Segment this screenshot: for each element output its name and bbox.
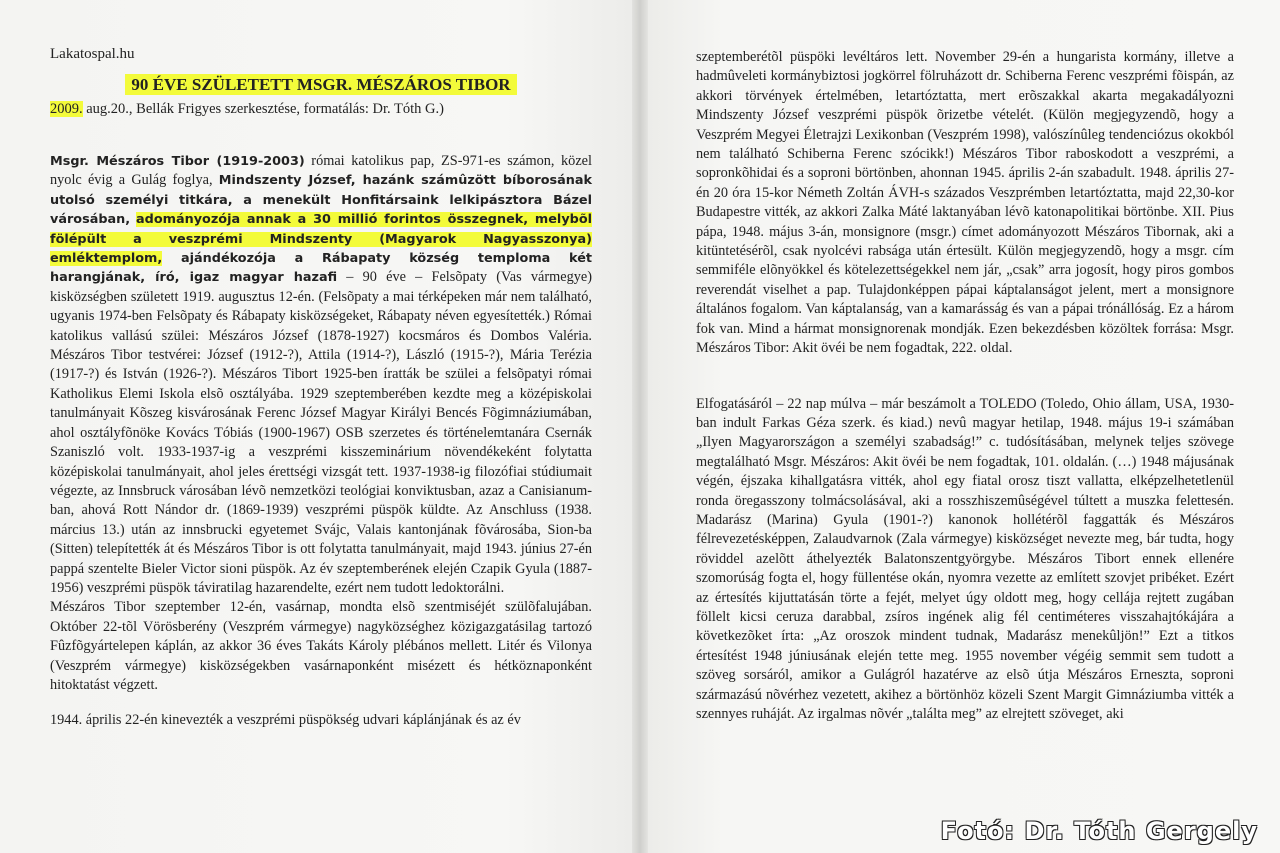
article-title-text: 90 ÉVE SZÜLETETT MSGR. MÉSZÁROS TIBOR [125, 74, 516, 95]
left-paragraph-2: Mészáros Tibor szeptember 12-én, vasárnap, mondta elsõ szentmiséjét szülõfalujában. Október 22-tõl Vörösberény (Veszprém vármegye) nagyközséghez közigazgatásilag tartozó Fûzfõgyártelepen káplán, az akkor 36 éves Takáts Károly plébános mellett. Litér és Vilonya (Veszprém vármegye) kisközségekben vasárnaponként misézett és hétköznaponként hitoktatást végzett. [50, 599, 592, 693]
site-name: Lakatospal.hu [50, 46, 135, 62]
left-paragraph-1 [50, 152, 592, 598]
article-subtitle [50, 101, 592, 118]
right-paragraph-2: Elfogatásáról – 22 nap múlva – már beszámolt a TOLEDO (Toledo, Ohio állam, USA, 1930-ban indult Farkas Géza szerk. és kiad.) nevû magyar hetilap, 1948. május 19-i számában „Ilyen Magyarországon a személyi szabadság!” c. tudósításában, melynek teljes szövege megtalálható Msgr. Mészáros: Akit övéi be nem fogadtak, 101. oldalán. (…) 1948 májusának végén, éjszaka kihallgatásra vitték, ahol egy fiatal orosz tiszt vallatta, elképzelhetetlenül ronda öregasszony tolmácsolásával, aki a rosszhiszemûségével túltett a muszka felettesén. Madarász (Marina) Gyula (1901-?) kanonok hollétérõl faggatták és Mészáros félrevezetésképpen, Zalaudvarnok (Zala vármegye) kisközséget nevezte meg, bár tudta, hogy röviddel azelõtt áthelyezték Balatonszentgyörgybe. Mészáros Tibort ennek ellenére szomorúság fogta el, hogy füllentése okán, nyomra vezette az említett szovjet pribéket. Ezért az értesítés kijuttatásán törte a fejét, melyet úgy oldott meg, hogy cellája rejtett zugában föllelt kicsi ceruza darabbal, zsíros ingének alig fél centiméteres visszahajtókájára a következõket írta: „Az oroszok mindent tudnak, Madarász menekûljön!” Ezt a titkos értesítést 1948 júniusának elején tette meg. 1955 november végéig semmit sem tudott a szöveg sorsáról, amikor a Gulágról hazatérve az elsõ útja Mészáros Erneszta, soproni származású nõvérhez vezetett, akihez a börtönhöz közeli Szent Margit Gimnáziumba vitték a szennyes ruháját. Az irgalmas nõvér „találta meg” az elrejtett szöveget, aki [696, 395, 1234, 722]
p1-bold-highlight: adományozója annak a 30 millió forintos összegnek, melybõl fölépült a veszprémi Mindszenty (Magyarok Nagyasszonya) emléktemplom, [50, 212, 592, 267]
p1-bold-1: Msgr. Mészáros Tibor (1919-2003) [50, 154, 305, 169]
article-title [50, 75, 592, 95]
photo-credit: Fotó: Dr. Tóth Gergely [940, 817, 1258, 845]
p1-bold-2: Mindszenty József, hazánk számûzött bíborosának utolsó személyi titkára, a menekült Honfitársaink lelkipásztora Bázel városában, [50, 173, 592, 228]
paragraph-gap [50, 695, 592, 711]
right-page [648, 0, 1280, 853]
p1-bold-3: ajándékozója a Rábapaty község temploma két harangjának, író, igaz magyar hazafi [50, 251, 592, 286]
paragraph-gap [696, 359, 1234, 395]
p1-text-2: – 90 éve – Felsõpaty (Vas vármegye) kisközségben született 1919. augusztus 12-én. (Felsõpaty a mai térképeken már nem található, ugyanis 1974-ben Felsõpaty és Rábapaty kisközségeket, Rábapaty néven egyesítették.) Római katolikus vallású szülei: Mészáros József (1878-1927) kocsmáros és Dombos Valéria. Mészáros Tibor testvérei: József (1912-?), Attila (1914-?), László (1915-?), Mária Terézia (1917-?) és István (1926-?). Mészáros Tibort 1925-ben íratták be szülei a felsõpatyi római Katholikus Elemi Iskola elsõ osztályába. 1929 szeptemberében kezdte meg a középiskolai tanulmányait Kõszeg kisvárosának Ferenc József Magyar Királyi Bencés Fõgimnáziumában, ahol osztályfõnöke Kovács Tóbiás (1900-1967) OSB szerzetes és történelemtanára Csernák Szaniszló volt. 1933-1937-ig a veszprémi kisszeminárium növendékeként folytatta középiskolai tanulmányait, ahol jeles érettségi vizsgát tett. 1937-1938-ig filozófiai stúdiumait végezte, az Innsbruck városában lévõ nemzetközi teológiai konviktusban, azaz a Canisianum-ban, ahová Rott Nándor dr. (1869-1939) veszprémi püspök küldte. Az Anschluss (1938. március 13.) után az innsbrucki egyetemet Svájc, Valais kantonjának fõvárosába, Sion-ba (Sitten) telepítették át és Mészáros Tibor is ott folytatta tanulmányait, majd 1943. június 27-én pappá szentelte Bieler Victor sioni püspök. Az év szeptemberének elején Czapik Gyula (1887-1956) veszprémi püspök táviratilag hazarendelte, ezért nem tudott ledoktorálni. [50, 269, 592, 596]
p1-text-1: római katolikus pap, ZS-971-es számon, közel nyolc évig a Gulág foglya, [50, 153, 592, 189]
subtitle-year: 2009. [50, 101, 83, 117]
book-gutter [632, 0, 648, 853]
left-page [0, 0, 632, 853]
left-paragraph-3: 1944. április 22-én kinevezték a veszprémi püspökség udvari káplánjának és az év [50, 712, 521, 729]
subtitle-rest: aug.20., Bellák Frigyes szerkesztése, formatálás: Dr. Tóth G.) [82, 101, 444, 117]
right-paragraph-1: szeptemberétõl püspöki levéltáros lett. November 29-én a hungarista kormány, illetve a hadmûveleti kormánybiztosi jogkörrel fölruházott dr. Schiberna Ferenc veszprémi fõispán, az akkori törvények értelmében, letartóztatta, mert erõszakkal akarta megakadályozni Mindszenty József veszprémi püspök õrizetbe vételét. (Külön megjegyzendõ, hogy a Veszprém Megyei Életrajzi Lexikonban (Veszprém 1998), valószínûleg tendenciózus okokból nem található Schiberna Ferenc szócikk!) Mészáros Tibor raboskodott a veszprémi, a sopronkõhidai és a soproni börtönben, ahonnan 1945. április 2-án szabadult. 1948. április 27-én 20 óra 15-kor Németh Zoltán ÁVH-s százados Veszprémben letartóztatta, majd 22,30-kor Budapestre vitték, az akkori Zalka Máté laktanyában lévõ katonapolitikai börtönbe. XII. Pius pápa, 1948. május 3-án, monsignore (msgr.) címet adományozott Mészáros Tibornak, aki a kitüntetésérõl, csak nyolcévi rabsága után értesült. Külön megjegyzendõ, hogy a msgr. cím semmiféle elõnyökkel és kötelezettségekkel nem jár, „csak” arra jogosít, hogy piros gombos reverendát viselhet a pap. Tulajdonképpen pápai káptalanságot jelent, mert a monsignore általános fogalom. Van káptalanság, van a kamarásság és van a pápai trónállóság. Ez a három fok van. Mind a hármat monsignorenak mondják. Ezen bekezdésben közöltek forrása: Msgr. Mészáros Tibor: Akit övéi be nem fogadtak, 222. oldal. [696, 49, 1234, 357]
